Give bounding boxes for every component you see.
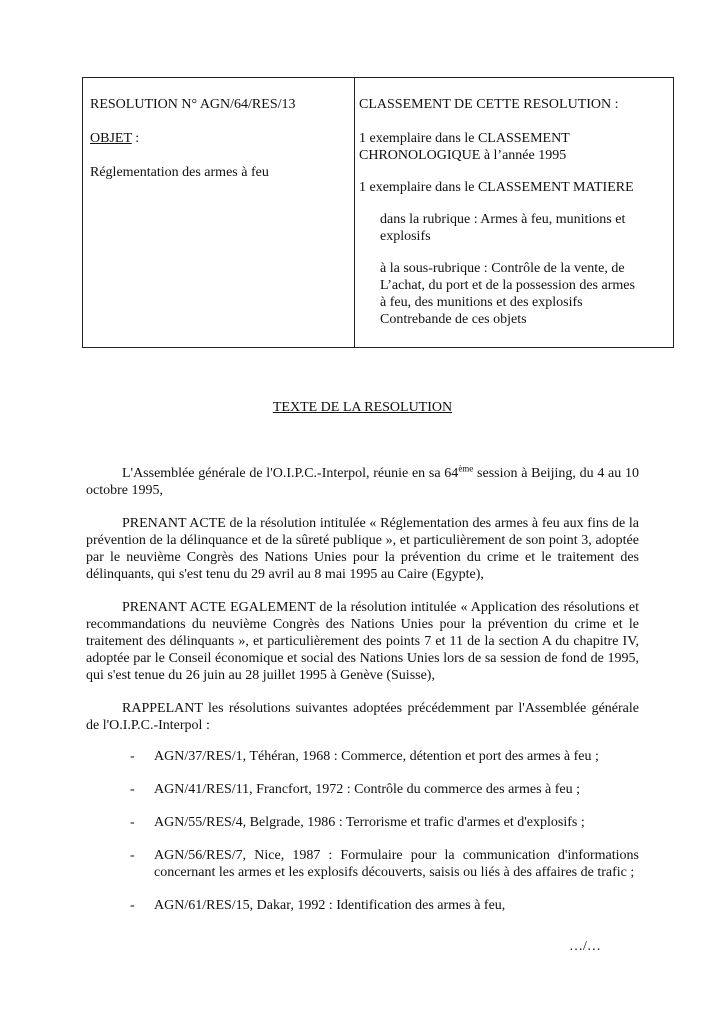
list-item bbox=[86, 814, 639, 831]
list-dash: - bbox=[130, 782, 135, 797]
list-item-text: AGN/56/RES/7, Nice, 1987 : Formulaire pour la communication d'informations concernant les armes et les explosifs découverts, saisis ou liés à des affaires de trafic ; bbox=[154, 848, 639, 880]
header-right-cell bbox=[359, 96, 671, 328]
paragraph-assemblee-text-end: session à Beijing, du 4 au 10 octobre 1995, bbox=[86, 466, 639, 498]
sous-rubrique-line-4: Contrebande de ces objets bbox=[380, 312, 527, 327]
sous-rubrique-line-2: L’achat, du port et de la possession des armes bbox=[380, 278, 635, 293]
list-item-text: AGN/41/RES/11, Francfort, 1972 : Contrôle du commerce des armes à feu ; bbox=[154, 782, 580, 797]
list-item bbox=[86, 748, 639, 765]
list-item-text: AGN/61/RES/15, Dakar, 1992 : Identification des armes à feu, bbox=[154, 898, 506, 913]
section-title-text: TEXTE DE LA RESOLUTION bbox=[272, 400, 453, 415]
list-dash: - bbox=[130, 848, 135, 863]
list-item-text: AGN/55/RES/4, Belgrade, 1986 : Terrorisme et trafic d'armes et d'explosifs ; bbox=[154, 815, 585, 830]
ordinal-superscript: ème bbox=[458, 463, 474, 474]
matiere-line: 1 exemplaire dans le CLASSEMENT MATIERE bbox=[359, 180, 634, 195]
resolution-number: RESOLUTION N° AGN/64/RES/13 bbox=[90, 97, 296, 112]
list-dash: - bbox=[130, 898, 135, 913]
list-item bbox=[86, 781, 639, 798]
chrono-line-2: CHRONOLOGIQUE à l’année 1995 bbox=[359, 148, 567, 163]
sous-rubrique-line-3: à feu, des munitions et des explosifs bbox=[380, 295, 583, 310]
rubrique-line-2: explosifs bbox=[380, 229, 431, 244]
objet-colon: : bbox=[131, 131, 140, 146]
paragraph-prenant-acte: PRENANT ACTE de la résolution intitulée « Réglementation des armes à feu aux fins de la prévention de la délinquance et de la sûreté publique », et particulièrement de son point 3, adoptée par le neuvième Congrès des Nations Unies pour la prévention du crime et le traitement des délinquants, qui s'est tenu du 29 avril au 8 mai 1995 au Caire (Egypte), bbox=[86, 516, 639, 582]
list-item bbox=[86, 897, 639, 914]
paragraph-assemblee bbox=[86, 465, 639, 499]
paragraph-assemblee-text: L'Assemblée générale de l'O.I.P.C.-Interpol, réunie en sa 64 bbox=[122, 466, 459, 481]
header-left-cell bbox=[90, 96, 345, 181]
header-table-divider bbox=[354, 78, 355, 347]
list-item bbox=[86, 847, 639, 881]
continuation-mark: …/… bbox=[569, 939, 601, 954]
chrono-line-1: 1 exemplaire dans le CLASSEMENT bbox=[359, 131, 570, 146]
header-table bbox=[82, 77, 674, 348]
list-item-text: AGN/37/RES/1, Téhéran, 1968 : Commerce, détention et port des armes à feu ; bbox=[154, 749, 599, 764]
sous-rubrique-line-1: à la sous-rubrique : Contrôle de la vente, de bbox=[380, 261, 625, 276]
list-dash: - bbox=[130, 815, 135, 830]
objet-label: OBJET bbox=[90, 131, 132, 146]
section-title bbox=[0, 399, 725, 416]
paragraph-rappelant: RAPPELANT les résolutions suivantes adoptées précédemment par l'Assemblée générale de l'O.I.P.C.-Interpol : bbox=[86, 701, 639, 733]
list-dash: - bbox=[130, 749, 135, 764]
objet-heading bbox=[90, 130, 345, 147]
paragraph-prenant-acte-egalement: PRENANT ACTE EGALEMENT de la résolution intitulée « Application des résolutions et recommandations du neuvième Congrès des Nations Unies pour la prévention du crime et le traitement des délinquants », et particulièrement des points 7 et 11 de la section A du chapitre IV, adoptée par le Conseil économique et social des Nations Unies lors de sa session de fond de 1995, qui s'est tenue du 26 juin au 28 juillet 1995 à Genève (Suisse), bbox=[86, 600, 639, 683]
resolutions-list bbox=[86, 748, 639, 914]
classement-title: CLASSEMENT DE CETTE RESOLUTION : bbox=[359, 97, 619, 112]
rubrique-line-1: dans la rubrique : Armes à feu, munitions et bbox=[380, 212, 626, 227]
objet-text: Réglementation des armes à feu bbox=[90, 165, 269, 180]
resolution-body bbox=[86, 465, 639, 930]
